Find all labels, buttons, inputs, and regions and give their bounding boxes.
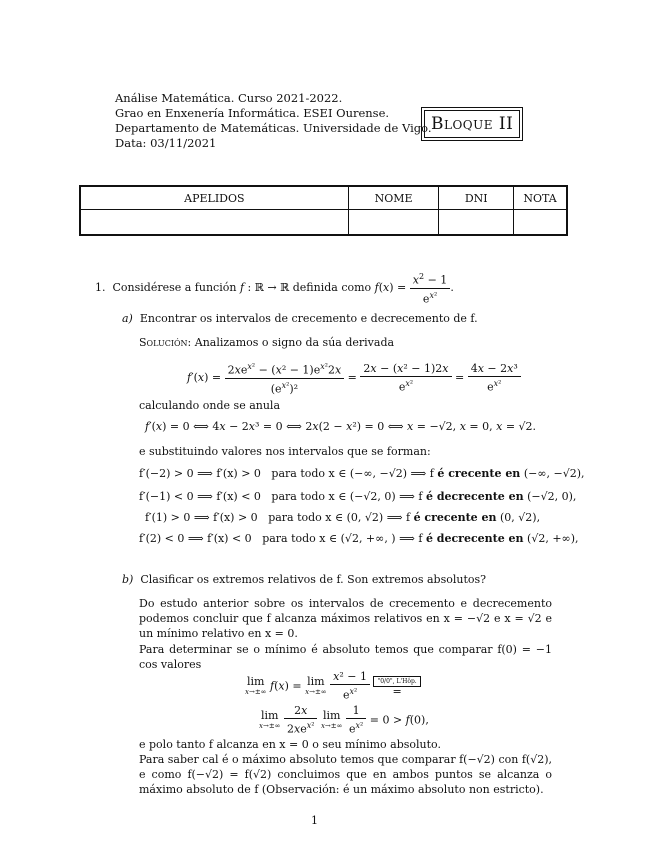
part-b-label: b) xyxy=(122,573,134,586)
row4-mid: para todo x ∈ (√2, +∞, ) ⟹ f xyxy=(262,532,423,545)
interval-row-3 xyxy=(145,511,540,524)
part-b-paragraph-2: Para determinar se o mínimo é absoluto temos que comparar f(0) = −1 cos valores xyxy=(139,643,552,671)
grade-table-frame xyxy=(79,185,568,236)
row3-mid: para todo x ∈ (0, √2) ⟹ f xyxy=(268,511,411,524)
row1-interval: (−∞, −√2), xyxy=(523,467,585,480)
nome-field[interactable] xyxy=(348,210,439,235)
col-nota: NOTA xyxy=(514,187,567,210)
limit-equation-1: lim x→±∞ f(x) = lim x→±∞ $\frac{\text{x² − 1}}{e^{x^2}}$ "0/0", L'Hôp. = xyxy=(245,670,421,703)
solution-intro: Analizamos o signo da súa derivada xyxy=(194,336,395,349)
header-line-1: Análise Matemática. Curso 2021-2022. xyxy=(115,91,343,105)
row1-lhs: f′(−2) > 0 ⟹ f′(x) > 0 xyxy=(139,467,261,480)
grade-table xyxy=(80,186,567,235)
bloque-badge xyxy=(421,107,523,141)
header-line-2: Grao en Enxenería Informática. ESEI Ourense. xyxy=(115,106,390,120)
row2-interval: (−√2, 0), xyxy=(527,490,577,503)
row1-result: é crecente en xyxy=(437,467,521,480)
header-line-4: Data: 03/11/2021 xyxy=(115,136,217,150)
part-b-paragraph-4: Para saber cal é o máximo absoluto temos que comparar f(−√2) con f(√2), e como f(−√2) = f(√2) concluimos que en ambos puntos se alcanza o máximo absoluto de f (Observación: é un máximo absoluto non estricto). xyxy=(139,753,552,796)
row3-result: é crecente en xyxy=(413,511,497,524)
part-a-heading xyxy=(122,311,478,326)
problem-number: 1. xyxy=(95,281,106,295)
limit-equation-2: lim x→±∞ $\frac{2x}{2xe^{x^2}}$ lim x→±∞ $\frac{1}{e^{x^2}}$ = 0 > f(0), xyxy=(259,704,429,736)
apelidos-field[interactable] xyxy=(81,210,349,235)
col-dni: DNI xyxy=(439,187,514,210)
solution-label: Solución: xyxy=(139,336,192,349)
header-line-3: Departamento de Matemáticas. Universidade de Vigo. xyxy=(115,121,432,135)
zero-text: calculando onde se anula xyxy=(139,399,281,412)
row3-interval: (0, √2), xyxy=(499,511,541,524)
col-apelidos: APELIDOS xyxy=(81,187,349,210)
row2-result: é decrecente en xyxy=(426,490,524,503)
bloque-title: Bloque II xyxy=(424,110,520,138)
statement-prefix: Considérese a función xyxy=(112,281,237,295)
lhopital-stamp: "0/0", L'Hôp. xyxy=(373,676,420,687)
row4-lhs: f′(2) < 0 ⟹ f′(x) < 0 xyxy=(139,532,252,545)
problem-statement: 1. Considérese a función f : ℝ → ℝ definida como f(x) = $\frac{x^2 - 1}{e^{x^2}}$ . xyxy=(95,272,454,306)
solution-intro-line xyxy=(139,335,394,350)
function-fraction: $\frac{x^2 - 1}{e^{x^2}}$ xyxy=(410,270,451,306)
part-a-label: a) xyxy=(122,312,133,325)
page-number: 1 xyxy=(311,814,318,827)
dni-field[interactable] xyxy=(439,210,514,235)
part-b-heading xyxy=(122,572,486,587)
col-nome: NOME xyxy=(348,187,439,210)
subst-text: e substituindo valores nos intervalos que se forman: xyxy=(139,445,431,458)
zero-equation: f′(x) = 0 ⟺ 4x − 2x³ = 0 ⟺ 2x(2 − x²) = 0 ⟺ x = −√2, x = 0, x = √2. xyxy=(145,420,537,433)
part-a-text: Encontrar os intervalos de crecemento e decrecemento de f. xyxy=(139,312,478,325)
row3-lhs: f′(1) > 0 ⟹ f′(x) > 0 xyxy=(145,511,258,524)
row2-mid: para todo x ∈ (−√2, 0) ⟹ f xyxy=(271,490,423,503)
interval-row-2 xyxy=(139,490,576,503)
row2-lhs: f′(−1) < 0 ⟹ f′(x) < 0 xyxy=(139,490,261,503)
row4-result: é decrecente en xyxy=(425,532,524,545)
part-b-paragraph-3: e polo tanto f alcanza en x = 0 o seu mínimo absoluto. xyxy=(139,738,441,751)
row4-interval: (√2, +∞), xyxy=(527,532,579,545)
interval-row-4 xyxy=(139,532,579,545)
interval-row-1 xyxy=(139,467,585,480)
nota-field xyxy=(514,210,567,235)
part-b-text: Clasificar os extremos relativos de f. Son extremos absolutos? xyxy=(140,573,487,586)
row1-mid: para todo x ∈ (−∞, −√2) ⟹ f xyxy=(271,467,434,480)
part-b-paragraph-1: Do estudo anterior sobre os intervalos de crecemento e decrecemento podemos concluir que f alcanza máximos relativos en x = −√2 e x = √2 e un mínimo relativo en x = 0. xyxy=(139,597,552,640)
derivative-equation: f′(x) = $\frac{2xe^{x^2} - (x^2 - 1)e^{x^2}2x}{(e^{x^2})^2}$ = $\frac{\text{2x − (x² − 1)2x}}{e^{x^2}}$ = $\frac{\text{4x − 2x³}}{e^{x^2}}$ xyxy=(187,360,521,396)
statement-mid: definida como xyxy=(292,281,372,295)
